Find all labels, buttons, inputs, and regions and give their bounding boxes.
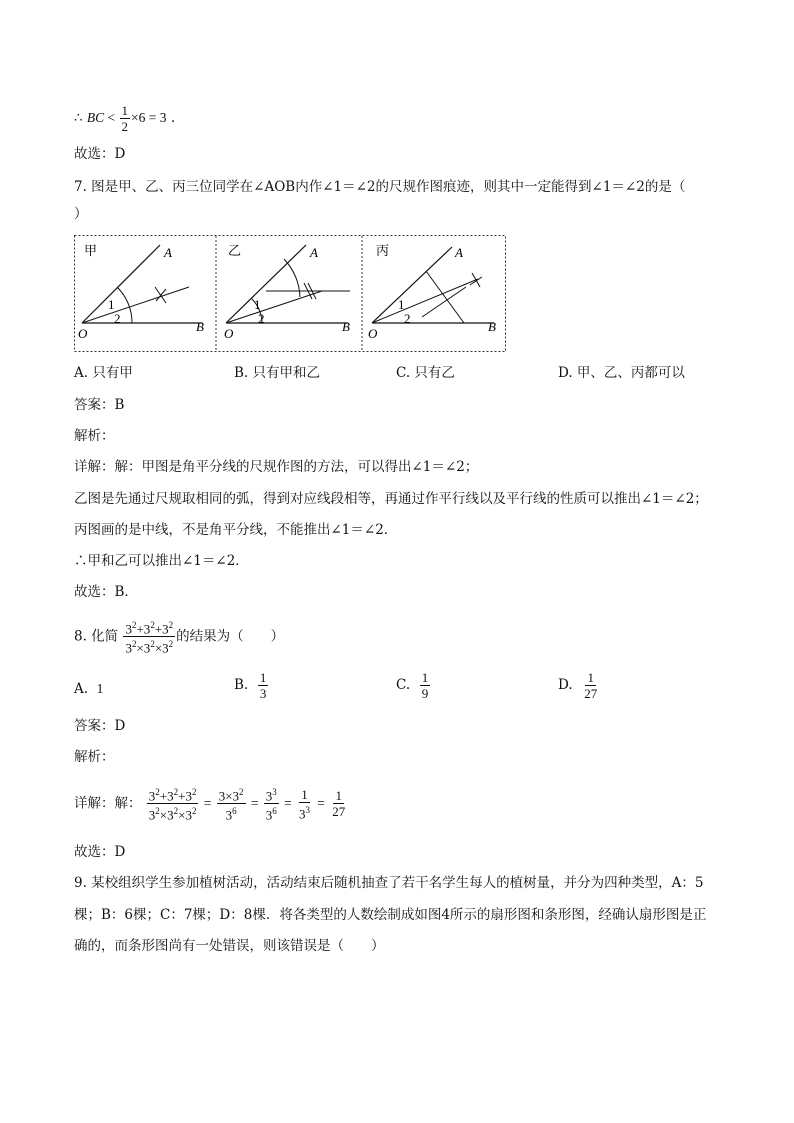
panel-jia-title: 甲 bbox=[84, 244, 98, 259]
cross-2 bbox=[470, 277, 482, 285]
q7-option-a: A. 只有甲 bbox=[74, 365, 133, 381]
label-o: O bbox=[368, 326, 378, 341]
q9-stem-line2: 棵；B：6棵；C：7棵；D：8棵．将各类型的人数绘制成如图4所示的扇形图和条形图，经确认扇形图是正 bbox=[74, 907, 707, 923]
figure-border bbox=[75, 236, 506, 352]
diagonal-ray bbox=[226, 291, 322, 323]
q7-detail-1: 详解：解：甲图是角平分线的尺规作图的方法，可以得出∠1＝∠2； bbox=[74, 459, 479, 475]
q8-option-d: D. $\frac{1}{27}$ bbox=[558, 670, 598, 701]
q9-stem-line1: 9. 某校组织学生参加植树活动，活动结束后随机抽查了若干名学生每人的植树量，并分为四种类型，A：5 bbox=[74, 875, 704, 891]
bc-inequality: ∴ BC < $\frac{1}{2}$ ×6 = 3 . bbox=[74, 103, 176, 134]
panel-yi-title: 乙 bbox=[228, 244, 242, 259]
q8-option-c: C. $\frac{1}{9}$ bbox=[396, 670, 429, 701]
q8-answer: 答案：D bbox=[74, 718, 126, 734]
arc-trace bbox=[422, 287, 466, 317]
segment bbox=[426, 271, 464, 323]
label-2: 2 bbox=[258, 311, 265, 326]
label-1: 1 bbox=[398, 297, 405, 312]
q7-answer: 答案：B bbox=[74, 397, 125, 413]
q8-detail: 详解：解： $\frac{3^2+3^2+3^2}{3^2\times 3^2\times 3^2}$ = $\frac{3\times 3^2}{3^6}$ = $\frac{3^3}{3^6}$ = $\frac{1}{3^3}$ = $\frac{1}{27}$ bbox=[74, 786, 346, 823]
q7-choose: 故选：B． bbox=[74, 584, 138, 600]
label-o: O bbox=[224, 326, 234, 341]
q8-option-b: B. $\frac{1}{3}$ bbox=[234, 670, 267, 701]
q7-option-c: C. 只有乙 bbox=[396, 365, 455, 381]
q7-option-b: B. 只有甲和乙 bbox=[234, 365, 321, 381]
label-a: A bbox=[164, 245, 172, 260]
q7-figure bbox=[74, 235, 506, 352]
label-b: B bbox=[196, 319, 204, 334]
fraction-half: $\frac{1}{2}$ bbox=[121, 103, 129, 134]
median-ray bbox=[372, 279, 478, 323]
label-a: A bbox=[310, 245, 318, 260]
label-b: B bbox=[342, 319, 350, 334]
q8-choose: 故选：D bbox=[74, 844, 126, 860]
q7-option-d: D. 甲、乙、丙都可以 bbox=[558, 365, 685, 381]
label-2: 2 bbox=[404, 311, 411, 326]
panel-bing-title: 丙 bbox=[376, 244, 390, 259]
q7-detail-4: ∴甲和乙可以推出∠1＝∠2． bbox=[74, 553, 249, 569]
label-1: 1 bbox=[254, 297, 261, 312]
q7-stem-line1: 7. 图是甲、乙、丙三位同学在∠AOB内作∠1＝∠2的尺规作图痕迹，则其中一定能得到∠1＝∠2的是（ bbox=[74, 179, 686, 195]
q7-detail-3: 丙图画的是中线，不是角平分线，不能推出∠1＝∠2． bbox=[74, 522, 398, 538]
label-o: O bbox=[78, 326, 88, 341]
q8-option-a: A. 1 bbox=[74, 681, 104, 697]
q7-detail-2: 乙图是先通过尺规取相同的弧，得到对应线段相等，再通过作平行线以及平行线的性质可以推出∠1＝∠2； bbox=[74, 491, 708, 507]
q8-analysis: 解析： bbox=[74, 749, 115, 765]
panel-jia bbox=[78, 244, 204, 341]
panel-yi bbox=[224, 244, 350, 341]
q8-stem: 8. 化简 $\frac{3^2+3^2+3^2}{3^2\times 3^2\times 3^2}$ 的结果为（ ） bbox=[74, 620, 285, 656]
label-b: B bbox=[488, 319, 496, 334]
q9-stem-line3: 确的，而条形图尚有一处错误，则该错误是（ ） bbox=[74, 938, 385, 954]
label-1: 1 bbox=[108, 297, 115, 312]
label-2: 2 bbox=[114, 311, 121, 326]
q8-expression: $\frac{3^2+3^2+3^2}{3^2\times 3^2\times 3^2}$ bbox=[125, 620, 174, 656]
bisector-ray bbox=[82, 287, 189, 323]
cross-1 bbox=[472, 273, 480, 287]
q7-stem-line2: ） bbox=[74, 206, 88, 222]
q6-choose: 故选：D bbox=[74, 146, 126, 162]
panel-bing bbox=[368, 244, 496, 341]
label-a: A bbox=[455, 245, 463, 260]
q7-analysis: 解析： bbox=[74, 428, 115, 444]
